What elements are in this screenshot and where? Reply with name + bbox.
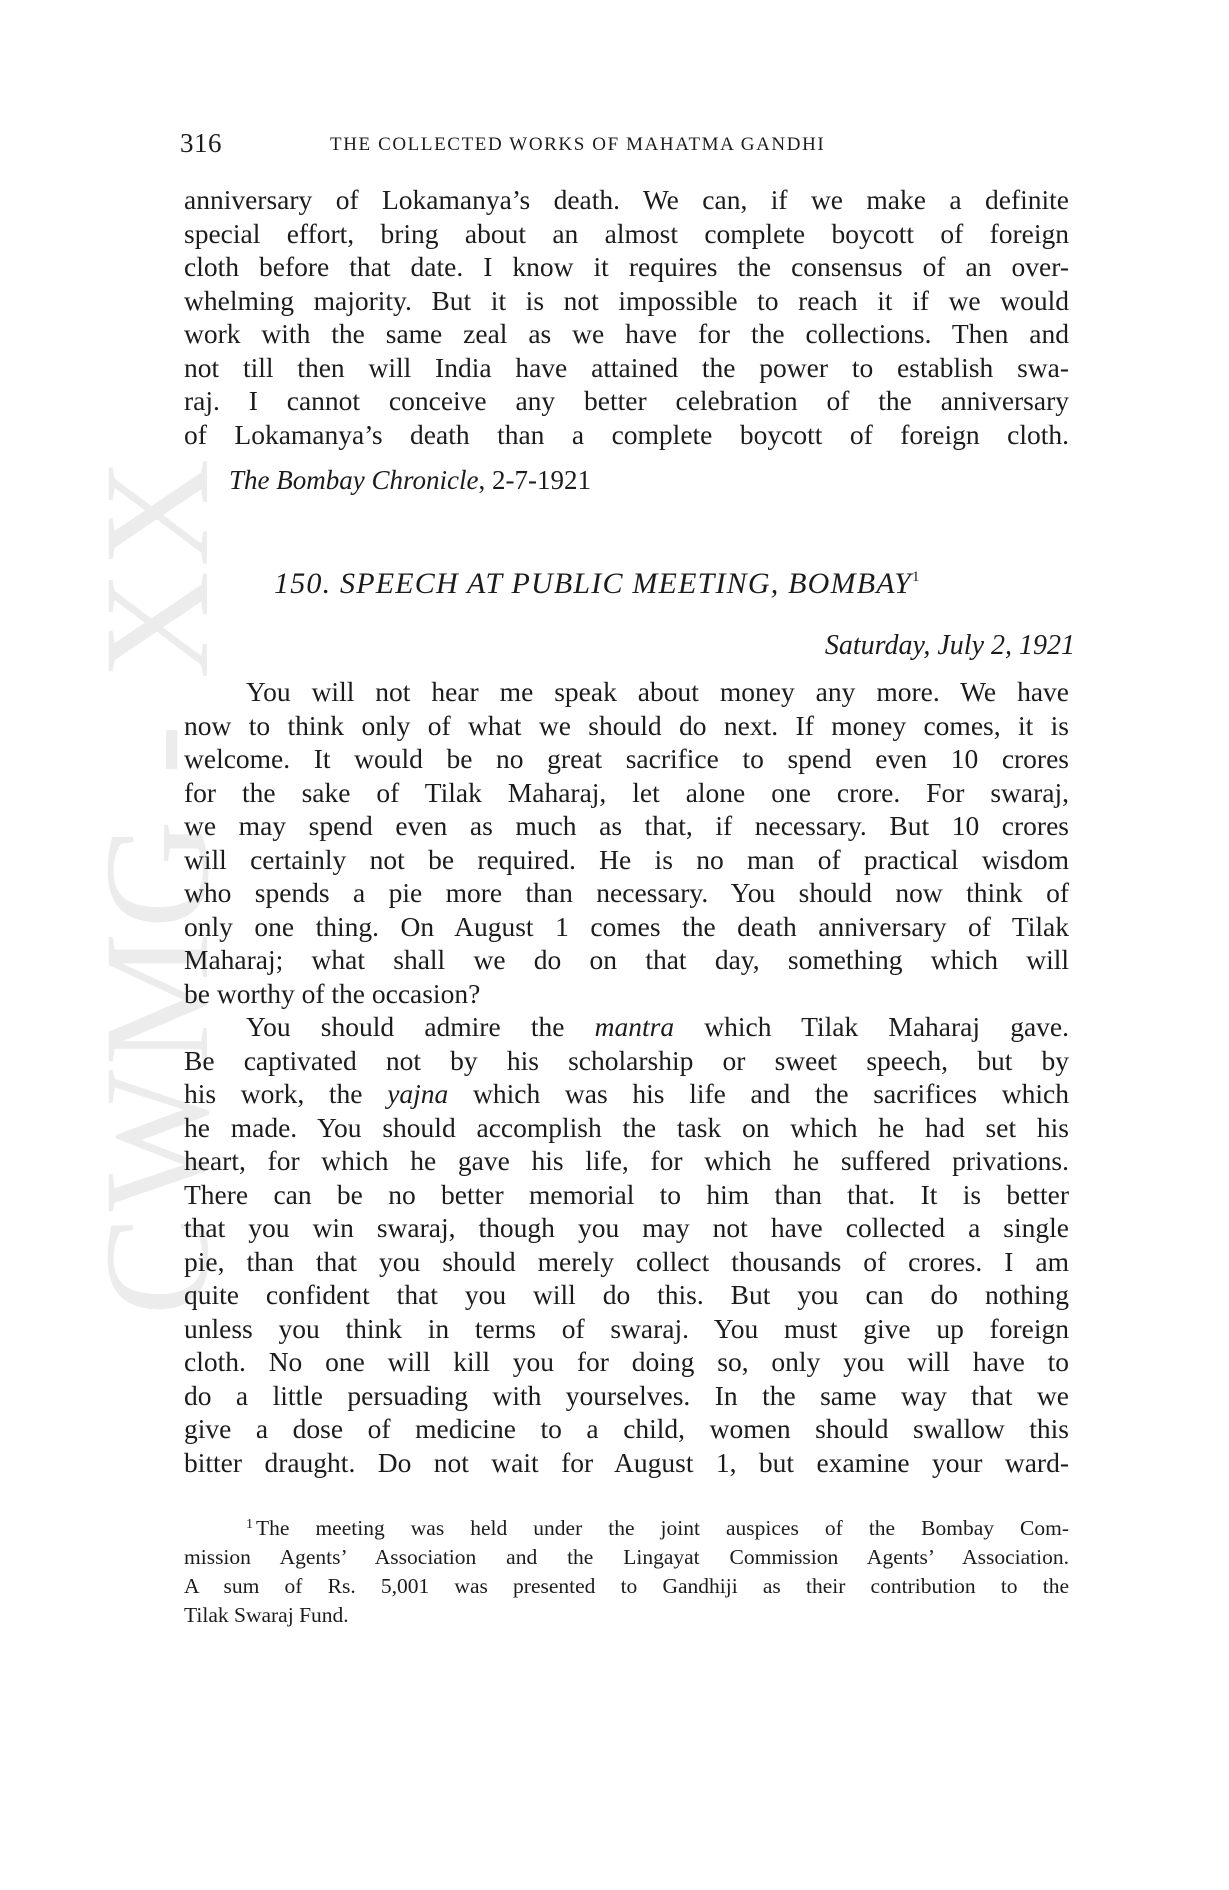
text-line: quite confident that you will do this. But you can do nothing <box>184 1279 1069 1310</box>
text-line: Maharaj; what shall we do on that day, something which will <box>184 944 1069 975</box>
text-span: The meeting was held under the joint auspices of the Bombay Com- <box>256 1516 1069 1540</box>
text-line: he made. You should accomplish the task on which he had set his <box>184 1111 1069 1143</box>
text-line: cloth. No one will kill you for doing so, only you will have to <box>184 1346 1069 1377</box>
running-title: THE COLLECTED WORKS OF MAHATMA GANDHI <box>330 134 826 155</box>
text-span: which was his life and the sacrifices which <box>448 1078 1069 1109</box>
source-citation <box>229 465 591 496</box>
text-line: work with the same zeal as we have for the collections. Then and <box>184 318 1069 349</box>
text-line: cloth before that date. I know it requires the consensus of an over- <box>184 251 1069 282</box>
source-date: , 2-7-1921 <box>478 465 591 495</box>
page-number: 316 <box>180 128 222 158</box>
continued-paragraph <box>184 183 1069 451</box>
watermark: CWMG - XX <box>74 454 240 1316</box>
text-line: welcome. It would be no great sacrifice to spend even 10 crores <box>184 743 1069 774</box>
text-line: only one thing. On August 1 comes the death anniversary of Tilak <box>184 910 1069 942</box>
text-line: anniversary of Lokamanya’s death. We can, if we make a definite <box>184 184 1069 215</box>
footnote-line <box>184 1510 1069 1543</box>
section-heading <box>274 567 921 601</box>
footnote <box>184 1510 1069 1630</box>
text-span: which Tilak Maharaj gave. <box>674 1011 1069 1042</box>
paragraph-1 <box>184 675 1069 1010</box>
text-line: heart, for which he gave his life, for which he suffered privations. <box>184 1145 1069 1176</box>
text-line: who spends a pie more than necessary. You should now think of <box>184 877 1069 908</box>
text-line: whelming majority. But it is not impossible to reach it if we would <box>184 284 1069 316</box>
text-line: pie, than that you should merely collect thousands of crores. I am <box>184 1245 1069 1277</box>
text-line: not till then will India have attained the power to establish swa- <box>184 351 1069 383</box>
text-line: now to think only of what we should do next. If money comes, it is <box>184 709 1069 741</box>
footnote-marker: 1 <box>246 1517 253 1532</box>
footnote-line: A sum of Rs. 5,001 was presented to Gandhiji as their contribution to the <box>184 1574 1069 1598</box>
text-line: special effort, bring about an almost complete boycott of foreign <box>184 217 1069 249</box>
italic-term: mantra <box>594 1011 675 1042</box>
text-line: bitter draught. Do not wait for August 1, but examine your ward- <box>184 1446 1069 1478</box>
text-line <box>184 1010 1069 1044</box>
text-line: be worthy of the occasion? <box>184 977 481 1009</box>
section-heading-text: 150. SPEECH AT PUBLIC MEETING, BOMBAY <box>274 567 913 600</box>
footnote-line: mission Agents’ Association and the Lingayat Commission Agents’ Association. <box>184 1545 1069 1569</box>
text-line: There can be no better memorial to him than that. It is better <box>184 1178 1069 1210</box>
source-publication: The Bombay Chronicle <box>229 465 479 495</box>
italic-term: yajna <box>387 1078 449 1109</box>
text-line <box>184 1077 1069 1111</box>
footnote-reference: 1 <box>912 569 921 585</box>
text-span: his work, the <box>184 1078 388 1109</box>
running-head <box>180 128 1069 168</box>
paragraph-2 <box>184 1010 1069 1479</box>
text-span: You should admire the <box>246 1011 595 1042</box>
text-line: unless you think in terms of swaraj. You must give up foreign <box>184 1312 1069 1344</box>
text-line: You will not hear me speak about money any more. We have <box>246 676 1069 707</box>
text-line: do a little persuading with yourselves. In the same way that we <box>184 1379 1069 1411</box>
text-line: we may spend even as much as that, if necessary. But 10 crores <box>184 810 1069 841</box>
dateline: Saturday, July 2, 1921 <box>824 630 1075 661</box>
text-line: give a dose of medicine to a child, women should swallow this <box>184 1413 1069 1444</box>
text-line: will certainly not be required. He is no man of practical wisdom <box>184 843 1069 875</box>
text-line: Be captivated not by his scholarship or sweet speech, but by <box>184 1044 1069 1076</box>
footnote-line: Tilak Swaraj Fund. <box>184 1603 349 1627</box>
text-line: for the sake of Tilak Maharaj, let alone one crore. For swaraj, <box>184 776 1069 808</box>
text-line: raj. I cannot conceive any better celebration of the anniversary <box>184 385 1069 416</box>
text-line: of Lokamanya’s death than a complete boycott of foreign cloth. <box>184 418 1069 450</box>
speech-body <box>184 675 1069 1479</box>
text-line: that you win swaraj, though you may not have collected a single <box>184 1212 1069 1243</box>
